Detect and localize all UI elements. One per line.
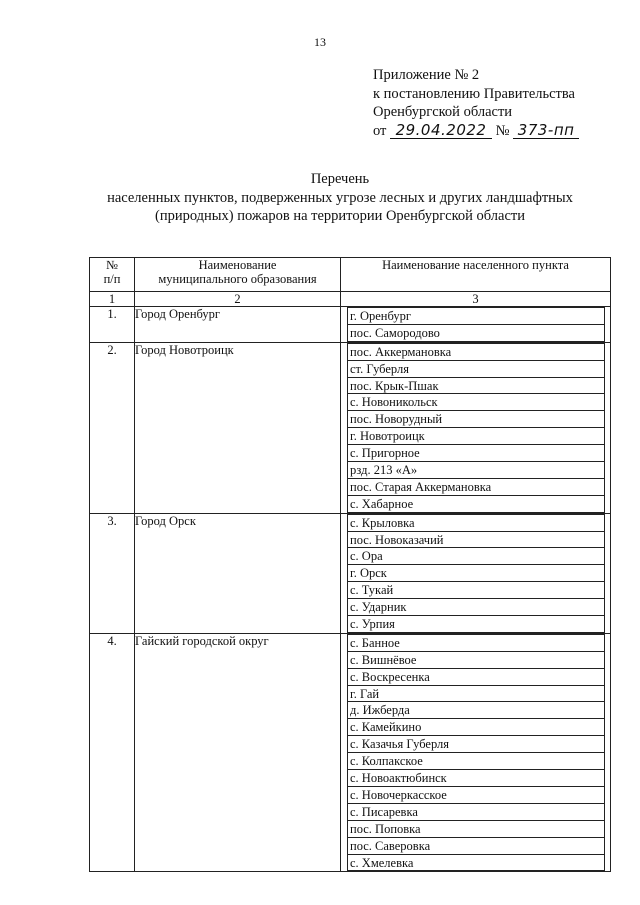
settlement-item: с. Новоактюбинск: [347, 770, 604, 787]
settlement-item: с. Новочеркасское: [347, 787, 604, 804]
settlement-cell: [341, 633, 611, 871]
settlement-item: с. Крыловка: [347, 515, 604, 532]
header-municipality: [135, 258, 341, 292]
table-body: [90, 307, 611, 872]
settlements-table: [89, 257, 611, 872]
decree-date: 29.04.2022: [390, 123, 492, 139]
date-prefix: от: [373, 122, 387, 139]
settlement-item: г. Оренбург: [347, 308, 604, 325]
settlement-item: с. Ора: [347, 548, 604, 565]
column-number: 2: [135, 292, 341, 307]
table-row: [90, 342, 611, 513]
settlement-item: пос. Новоказачий: [347, 532, 604, 549]
row-number: 3.: [90, 513, 135, 633]
municipality-name: Гайский городской округ: [135, 633, 341, 871]
settlement-item: пос. Саверовка: [347, 838, 604, 855]
settlement-item: с. Хабарное: [347, 496, 604, 512]
settlement-item: пос. Поповка: [347, 821, 604, 838]
settlement-item: ст. Губерля: [347, 361, 604, 378]
title-line-2: населенных пунктов, подверженных угрозе лесных и других ландшафтных: [107, 189, 573, 206]
header-number-line-2: п/п: [103, 272, 121, 286]
header-settlement: Наименование населенного пункта: [341, 258, 611, 292]
table-header-row: [90, 258, 611, 292]
settlement-list: [347, 343, 605, 513]
settlement-item: пос. Аккермановка: [347, 344, 604, 361]
settlement-item: д. Ижберда: [347, 702, 604, 719]
number-sign: №: [495, 122, 510, 139]
document-title: [60, 170, 620, 226]
settlement-item: г. Орск: [347, 565, 604, 582]
appendix-date-line: [373, 122, 579, 141]
settlement-list: [347, 634, 605, 871]
table-row: [90, 513, 611, 633]
settlement-item: с. Воскресенка: [347, 669, 604, 686]
appendix-line-1: Приложение № 2: [373, 67, 480, 83]
table-row: [90, 307, 611, 343]
settlement-item: г. Новотроицк: [347, 428, 604, 445]
header-number: [90, 258, 135, 292]
appendix-line-3: Оренбургской области: [373, 104, 513, 120]
column-number: 1: [90, 292, 135, 307]
appendix-block: [373, 66, 579, 140]
settlement-item: с. Вишнёвое: [347, 652, 604, 669]
settlement-item: пос. Новорудный: [347, 411, 604, 428]
settlement-item: с. Ударник: [347, 599, 604, 616]
settlement-item: г. Гай: [347, 686, 604, 703]
settlement-item: пос. Самородово: [347, 325, 604, 341]
settlement-item: пос. Старая Аккермановка: [347, 479, 604, 496]
title-line-1: Перечень: [310, 171, 370, 187]
settlement-item: с. Тукай: [347, 582, 604, 599]
settlement-cell: [341, 342, 611, 513]
settlement-item: с. Писаревка: [347, 804, 604, 821]
settlement-item: пос. Крык-Пшак: [347, 378, 604, 395]
settlement-item: с. Банное: [347, 635, 604, 652]
settlement-cell: [341, 307, 611, 343]
settlement-item: с. Камейкино: [347, 719, 604, 736]
settlement-item: с. Урпия: [347, 616, 604, 632]
column-number: 3: [341, 292, 611, 307]
header-municipality-line-2: муниципального образования: [158, 272, 317, 286]
settlement-item: с. Пригорное: [347, 445, 604, 462]
header-number-line-1: №: [106, 258, 118, 272]
row-number: 2.: [90, 342, 135, 513]
column-number-row: [90, 292, 611, 307]
settlement-list: [347, 307, 605, 342]
row-number: 4.: [90, 633, 135, 871]
header-municipality-line-1: Наименование: [198, 258, 277, 272]
municipality-name: Город Новотроицк: [135, 342, 341, 513]
municipality-name: Город Орск: [135, 513, 341, 633]
title-line-3: (природных) пожаров на территории Оренбургской области: [154, 208, 526, 224]
settlement-item: с. Колпакское: [347, 753, 604, 770]
decree-number: 373-пп: [513, 123, 579, 139]
municipality-name: Город Оренбург: [135, 307, 341, 343]
settlement-list: [347, 514, 605, 633]
settlement-item: рзд. 213 «А»: [347, 462, 604, 479]
settlement-cell: [341, 513, 611, 633]
page-number: 13: [314, 35, 326, 49]
row-number: 1.: [90, 307, 135, 343]
settlement-item: с. Новоникольск: [347, 394, 604, 411]
appendix-line-2: к постановлению Правительства: [373, 85, 575, 102]
table-row: [90, 633, 611, 871]
settlement-item: с. Хмелевка: [347, 855, 604, 871]
settlement-item: с. Казачья Губерля: [347, 736, 604, 753]
